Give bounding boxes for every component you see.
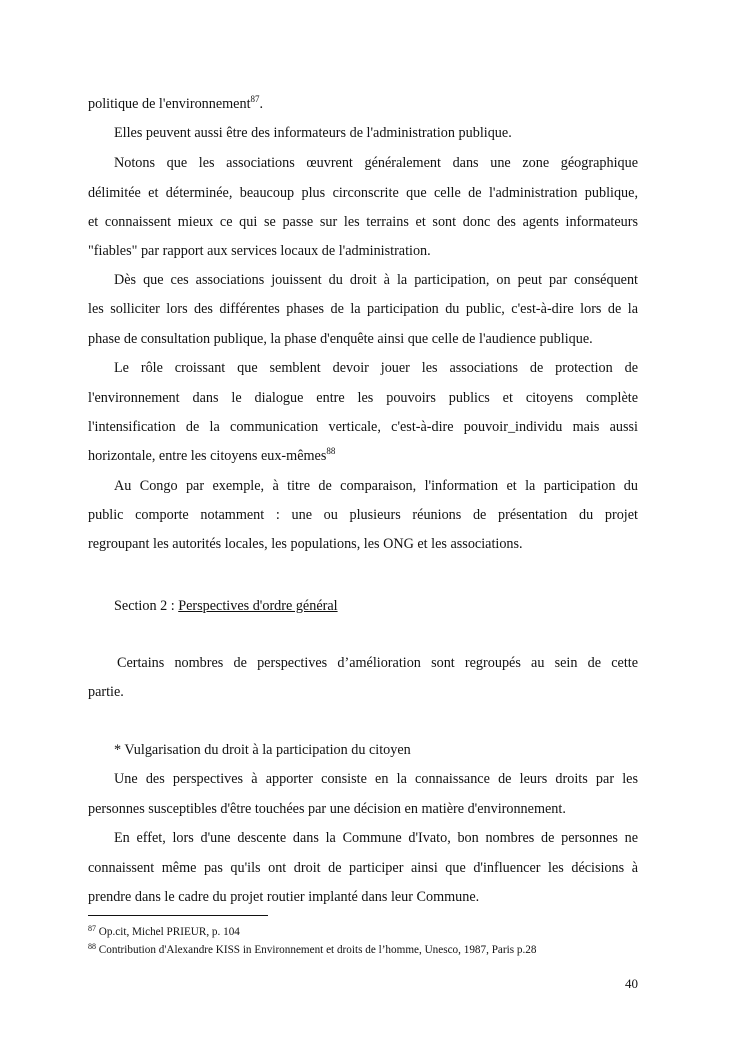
footnote-separator <box>88 915 268 916</box>
paragraph-line: Au Congo par exemple, à titre de comparaison, l'information et la participation du <box>114 478 638 494</box>
paragraph-line: Dès que ces associations jouissent du droit à la participation, on peut par conséquent <box>114 272 638 288</box>
text-line: politique de l'environnement$^{87}$. <box>88 95 264 112</box>
paragraph-line: Une des perspectives à apporter consiste en la connaissance de leurs droits par les <box>114 771 638 787</box>
section-title: Perspectives d'ordre général <box>178 598 338 614</box>
paragraph-line: regroupant les autorités locales, les populations, les ONG et les associations. <box>88 536 523 552</box>
footnote-87: $^{87}$ Op.cit, Michel PRIEUR, p. 104 <box>88 924 240 938</box>
paragraph-line: les solliciter lors des différentes phases de la participation du public, c'est-à-dire lors de la <box>88 301 638 317</box>
paragraph-line: personnes susceptibles d'être touchées par une décision en matière d'environnement. <box>88 801 566 817</box>
paragraph-line: l'environnement dans le dialogue entre les pouvoirs publics et citoyens complète <box>88 390 638 406</box>
paragraph-line: l'intensification de la communication verticale, c'est-à-dire pouvoir_individu mais aussi <box>88 419 638 435</box>
footnote-ref-87: 87 <box>250 95 260 104</box>
paragraph-line: "fiables" par rapport aux services locaux de l'administration. <box>88 243 431 259</box>
paragraph-line: prendre dans le cadre du projet routier implanté dans leur Commune. <box>88 889 480 905</box>
paragraph-line: public comporte notamment : une ou plusieurs réunions de présentation du projet <box>88 507 638 523</box>
paragraph-line: et connaissent mieux ce qui se passe sur les terrains et sont donc des agents informateurs <box>88 214 638 230</box>
footnote-ref-88: 88 <box>326 447 336 456</box>
paragraph-line: Elles peuvent aussi être des informateurs de l'administration publique. <box>114 125 512 141</box>
paragraph-line: horizontale, entre les citoyens eux-mêmes$^{88}$ <box>88 447 336 464</box>
paragraph-line: Notons que les associations œuvrent généralement dans une zone géographique <box>114 155 638 171</box>
footnote-88: $^{88}$ Contribution d'Alexandre KISS in Environnement et droits de l’homme, Unesco, 1987, Paris p.28 <box>88 942 537 956</box>
paragraph-line: phase de consultation publique, la phase d'enquête ainsi que celle de l'audience publique. <box>88 331 593 347</box>
paragraph-line: délimitée et déterminée, beaucoup plus circonscrite que celle de l'administration publique, <box>88 185 638 201</box>
paragraph-line: partie. <box>88 684 124 700</box>
subheading: * Vulgarisation du droit à la participation du citoyen <box>114 742 411 758</box>
paragraph-line: Certains nombres de perspectives d’amélioration sont regroupés au sein de cette <box>117 655 638 671</box>
section-heading: Section 2 : Perspectives d'ordre général <box>114 598 338 614</box>
paragraph-line: Le rôle croissant que semblent devoir jouer les associations de protection de <box>114 360 638 376</box>
paragraph-line: connaissent même pas qu'ils ont droit de participer ainsi que d'influencer les décisions à <box>88 860 638 876</box>
page-number: 40 <box>625 976 638 991</box>
paragraph-line: En effet, lors d'une descente dans la Commune d'Ivato, bon nombres de personnes ne <box>114 830 638 846</box>
